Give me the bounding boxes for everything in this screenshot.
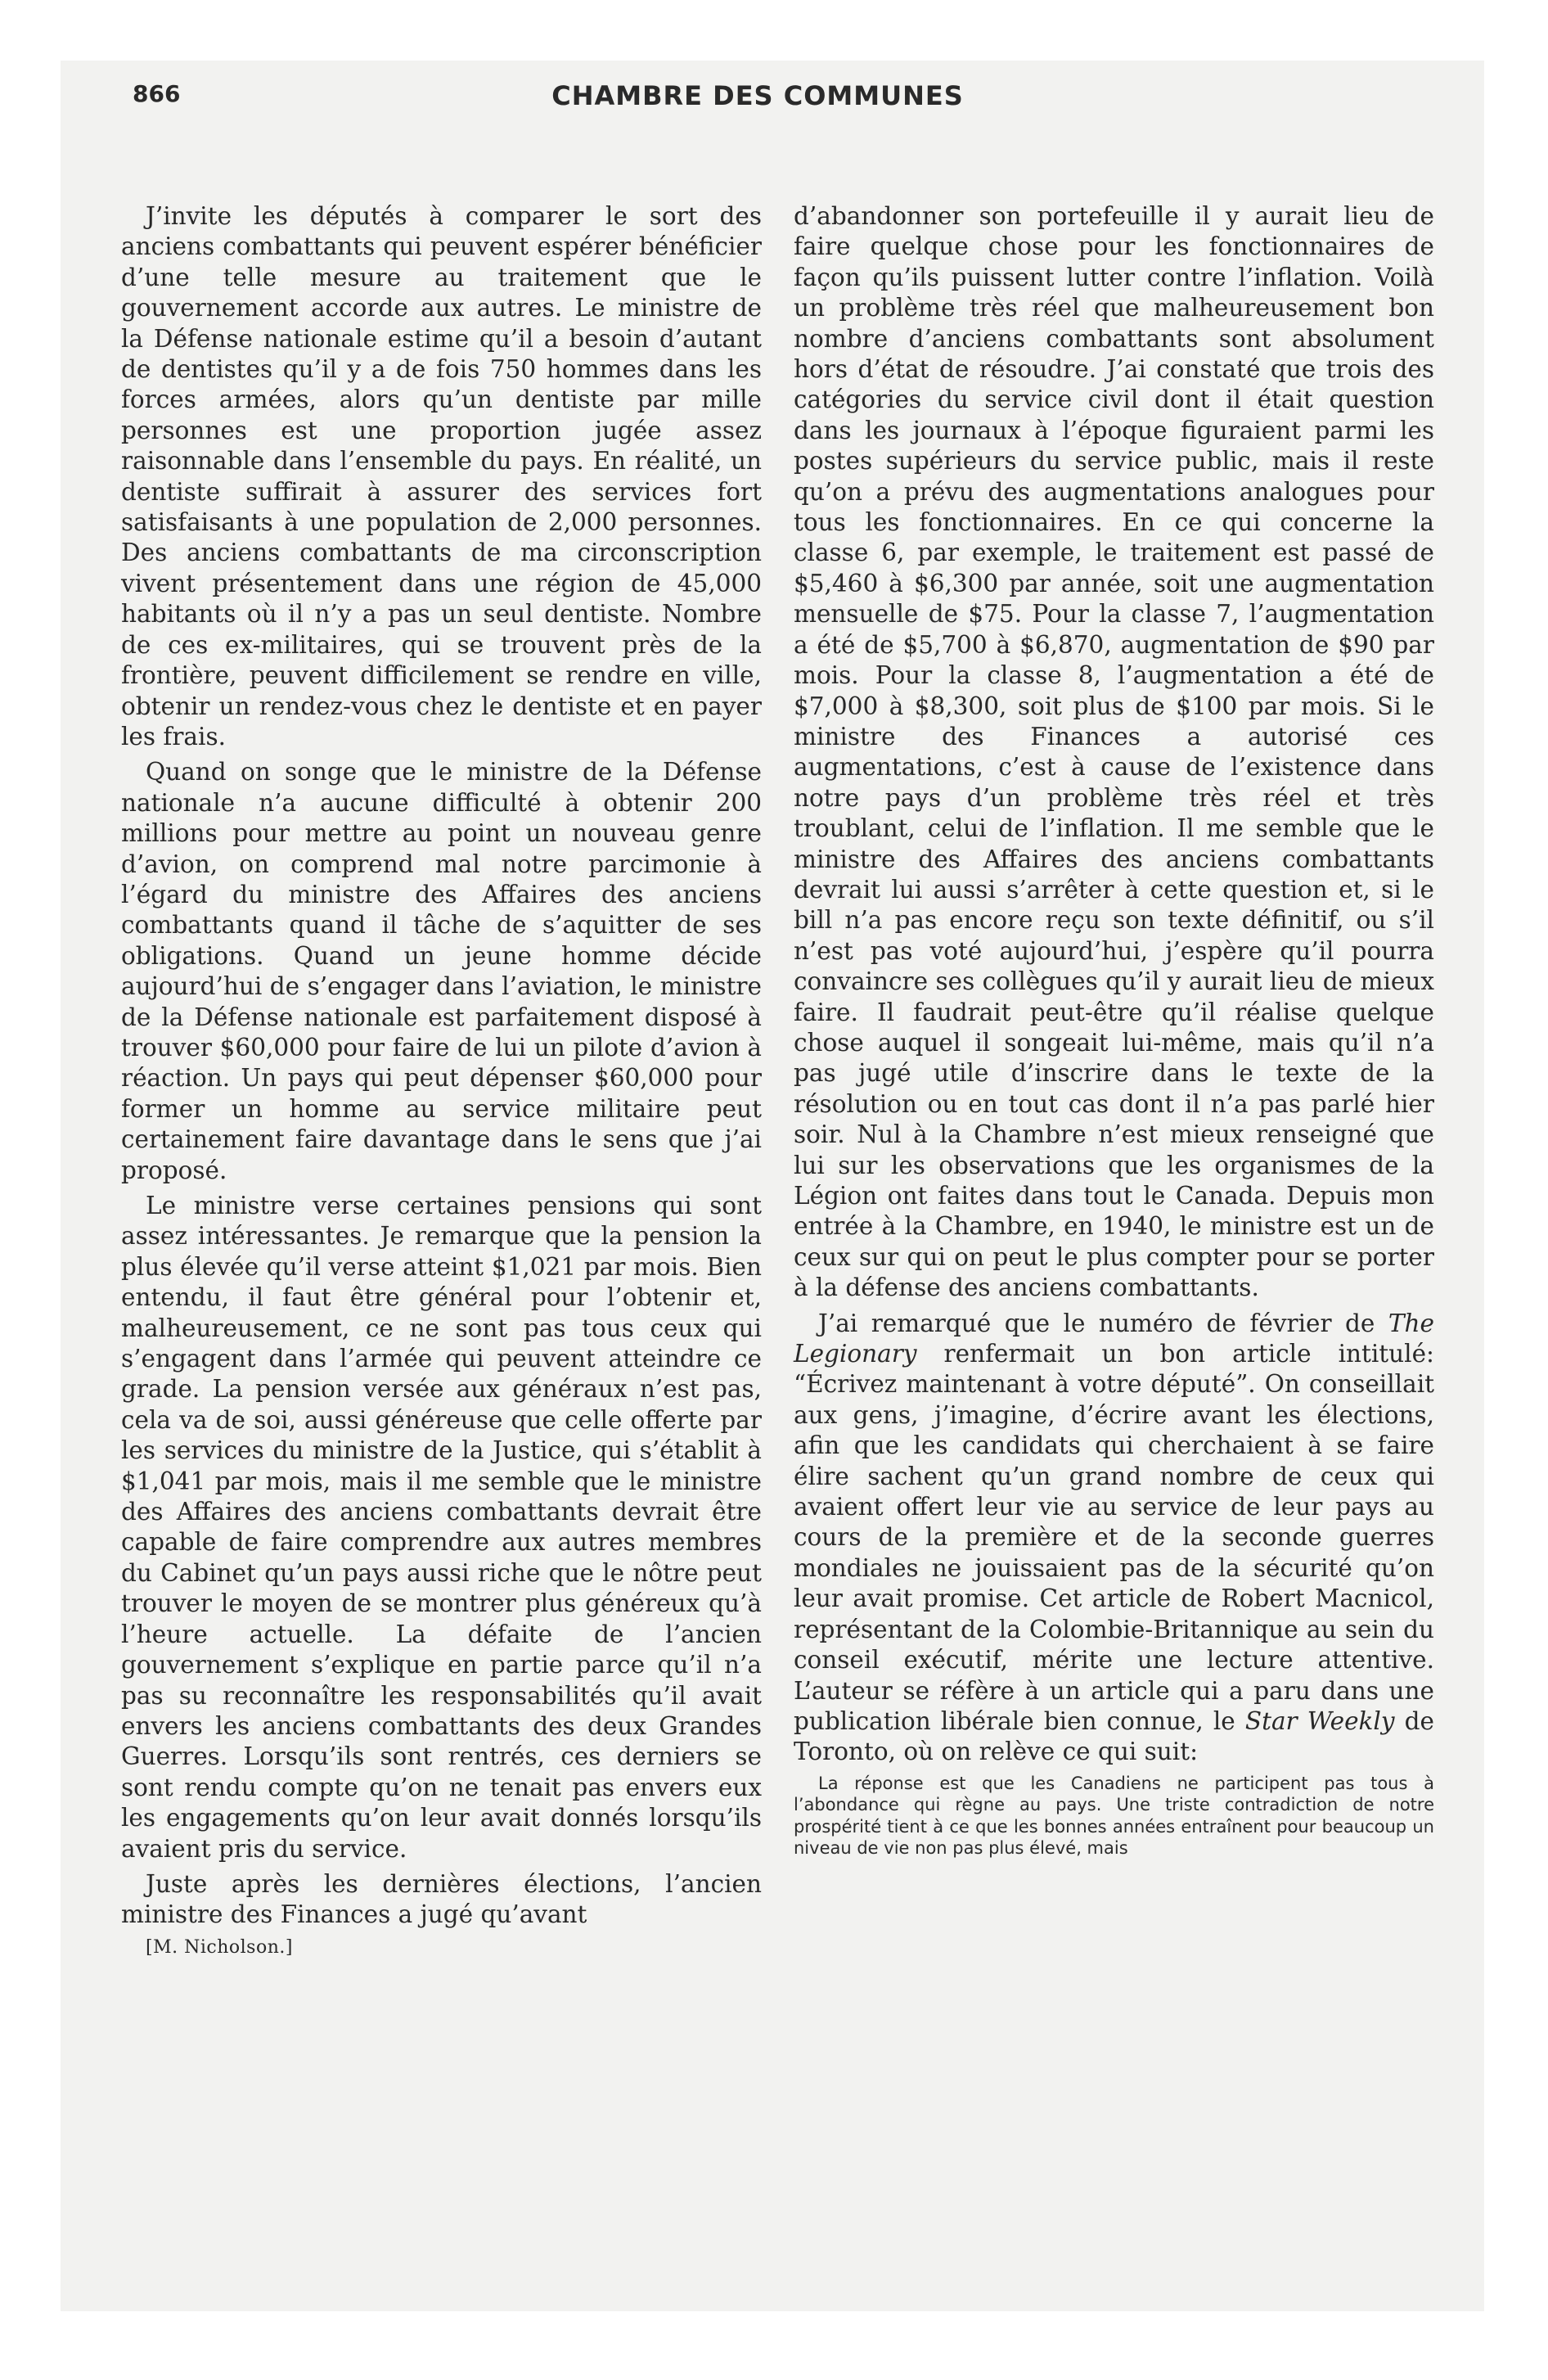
block-quote: La réponse est que les Canadiens ne participent pas tous à l’abondance qui règne au pays. Une triste contradiction de notre prospérité tient à ce que les bonnes années entraînent pour beaucoup un niveau de vie non pas plus élevé, mais (794, 1773, 1434, 1859)
speaker-attribution: [M. Nicholson.] (146, 1936, 293, 1958)
publication-title: The Legionary (794, 1309, 1434, 1368)
paragraph: Le ministre verse certaines pensions qui sont assez intéressantes. Je remarque que la pension la plus élevée qu’il verse atteint $1,021 par mois. Bien entendu, il faut être général pour l’obtenir et, malheureusement, ce ne sont pas tous ceux qui s’engagent dans l’armée qui peuvent atteindre ce grade. La pension versée aux généraux n’est pas, cela va de soi, aussi généreuse que celle offerte par les services du ministre de la Justice, qui s’établit à $1,041 par mois, mais il me semble que le ministre des Affaires des anciens combattants devrait être capable de faire comprendre aux autres membres du Cabinet qu’un pays aussi riche que le nôtre peut trouver le moyen de se montrer plus généreux qu’à l’heure actuelle. La défaite de l’ancien gouvernement s’explique en partie parce qu’il n’a pas su reconnaître les responsabilités qu’il avait envers les anciens combattants des deux Grandes Guerres. Lorsqu’ils sont rentrés, ces derniers se sont rendu compte qu’on ne tenait pas envers eux les engagements qu’on leur avait donnés lorsqu’ils avaient pris du service. (121, 1192, 762, 1863)
paragraph: Quand on songe que le ministre de la Défense nationale n’a aucune difficulté à obtenir 200 millions pour mettre au point un nouveau genre d’avion, on comprend mal notre parcimonie à l’égard du ministre des Affaires des anciens combattants quand il tâche de s’aquitter de ses obligations. Quand un jeune homme décide aujourd’hui de s’engager dans l’aviation, le ministre de la Défense nationale est parfaitement disposé à trouver $60,000 pour faire de lui un pilote d’avion à réaction. Un pays qui peut dépenser $60,000 pour former un homme au service militaire peut certainement faire davantage dans le sens que j’ai proposé. (121, 758, 762, 1184)
running-head: CHAMBRE DES COMMUNES (551, 80, 964, 111)
right-column (794, 201, 1434, 1859)
page-header (62, 80, 1453, 119)
page-number: 866 (133, 80, 181, 107)
text-run: J’ai remarqué que le numéro de février de (818, 1309, 1388, 1337)
paragraph: J’invite les députés à comparer le sort des anciens combattants qui peuvent espérer bénéficier d’une telle mesure au traitement que le gouvernement accorde aux autres. Le ministre de la Défense nationale estime qu’il a besoin d’autant de dentistes qu’il y a de fois 750 hommes dans les forces armées, alors qu’un dentiste par mille personnes est une proportion jugée assez raisonnable dans l’ensemble du pays. En réalité, un dentiste suffirait à assurer des services fort satisfaisants à une population de 2,000 personnes. Des anciens combattants de ma circonscription vivent présentement dans une région de 45,000 habitants où il n’y a pas un seul dentiste. Nombre de ces ex-militaires, qui se trouvent près de la frontière, peuvent difficilement se rendre en ville, obtenir un rendez-vous chez le dentiste et en payer les frais. (121, 202, 762, 751)
text-run: renfermait un bon article intitulé: “Écrivez maintenant à votre député”. On conseillait aux gens, j’imagine, d’écrire avant les élections, afin que les candidats qui cherchaient à se faire élire sachent qu’un grand nombre de ceux qui avaient offert leur vie au service de leur pays au cours de la première et de la seconde guerres mondiales ne jouissaient pas de la sécurité qu’on leur avait promise. Cet article de Robert Macnicol, représentant de la Colombie-Britannique au sein du conseil exécutif, mérite une lecture attentive. L’auteur se réfère à un article qui a paru dans une publication libérale bien connue, le (794, 1340, 1434, 1735)
paragraph: Juste après les dernières élections, l’ancien ministre des Finances a jugé qu’avant (121, 1869, 762, 1929)
left-column (121, 201, 762, 1960)
publication-title: Star Weekly (1244, 1706, 1395, 1735)
paragraph (794, 1309, 1434, 1768)
paragraph: d’abandonner son portefeuille il y aurait lieu de faire quelque chose pour les fonctionnaires de façon qu’ils puissent lutter contre l’inflation. Voilà un problème très réel que malheureusement bon nombre d’anciens combattants sont absolument hors d’état de résoudre. J’ai constaté que trois des catégories du service civil dont il était question dans les journaux à l’époque figuraient parmi les postes supérieurs du service public, mais il reste qu’on a prévu des augmentations analogues pour tous les fonctionnaires. En ce qui concerne la classe 6, par exemple, le traitement est passé de $5,460 à $6,300 par année, soit une augmentation mensuelle de $75. Pour la classe 7, l’augmentation a été de $5,700 à $6,870, augmentation de $90 par mois. Pour la classe 8, l’augmentation a été de $7,000 à $8,300, soit plus de $100 par mois. Si le ministre des Finances a autorisé ces augmentations, c’est à cause de l’existence dans notre pays d’un problème très réel et très troublant, celui de l’inflation. Il me semble que le ministre des Affaires des anciens combattants devrait lui aussi s’arrêter à cette question et, si le bill n’a pas encore reçu son texte définitif, ou s’il n’est pas voté aujourd’hui, j’espère qu’il pourra convaincre ses collègues qu’il y aurait lieu de mieux faire. Il faudrait peut-être qu’il réalise quelque chose auquel il songeait lui-même, mais qu’il n’a pas jugé utile d’inscrire dans le texte de la résolution ou en tout cas dont il n’a pas parlé hier soir. Nul à la Chambre n’est mieux renseigné que lui sur les observations que les organismes de la Légion ont faites dans tout le Canada. Depuis mon entrée à la Chambre, en 1940, le ministre est un de ceux sur qui on peut le plus compter pour se porter à la défense des anciens combattants. (794, 202, 1434, 1302)
text-run: de Toronto, où on relève ce qui suit: (794, 1706, 1434, 1766)
